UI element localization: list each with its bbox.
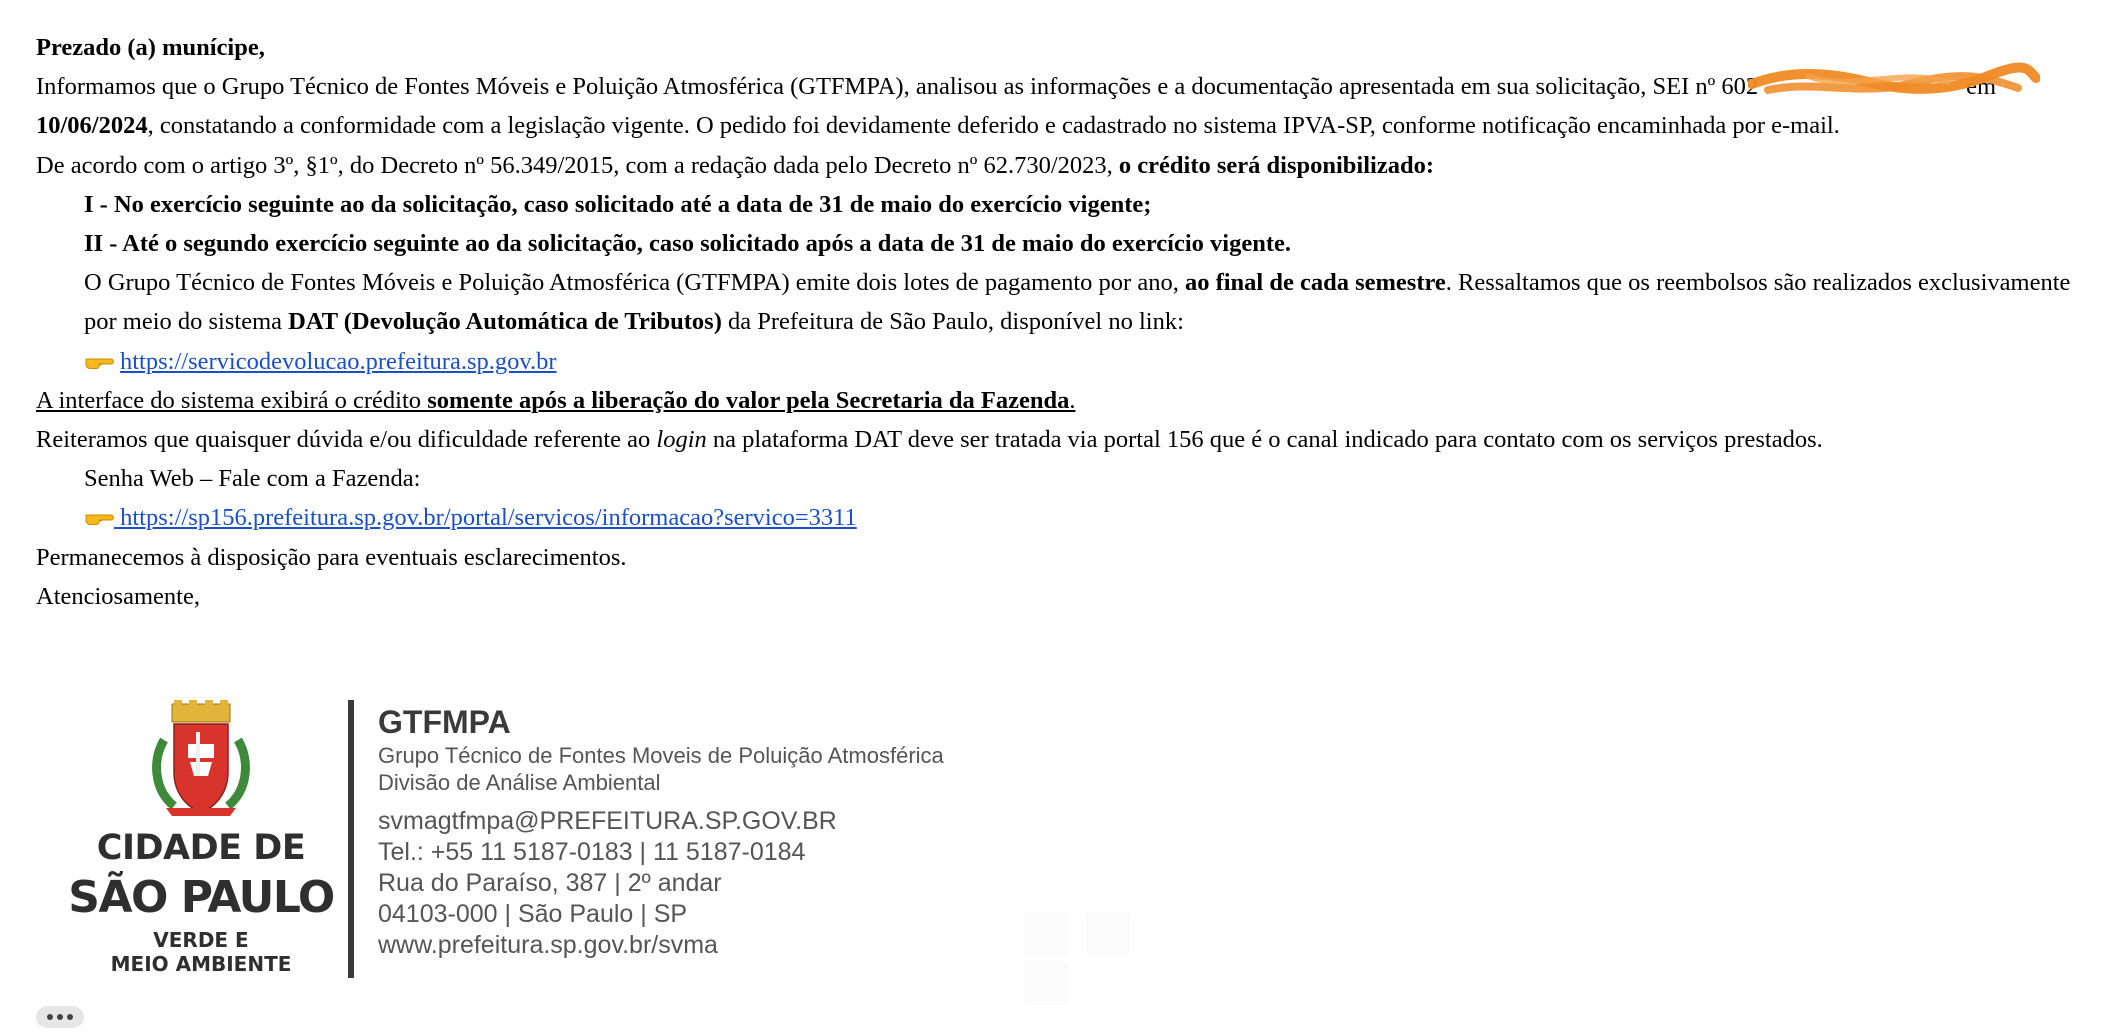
paragraph-decree: De acordo com o artigo 3º, §1º, do Decreto nº 56.349/2015, com a redação dada pelo Decreto nº 62.730/2023, o crédito será disponibilizado:: [36, 151, 1434, 179]
closing: Atenciosamente,: [36, 582, 200, 610]
signature-email: svmagtfmpa@PREFEITURA.SP.GOV.BR: [378, 807, 837, 835]
signature-phone: Tel.: +55 11 5187-0183 | 11 5187-0184: [378, 838, 806, 866]
paragraph-payment: O Grupo Técnico de Fontes Móveis e Poluição Atmosférica (GTFMPA) emite dois lotes de pagamento por ano, ao final de cada semestre. Ressaltamos que os reembolsos são realizados exclusivamente por meio do sistema DAT (Devolução Automática de Tributos) da Prefeitura de São Paulo, disponível no link:: [84, 269, 2071, 336]
greeting: Prezado (a) munícipe,: [36, 34, 265, 61]
interface-note: A interface do sistema exibirá o crédito somente após a liberação do valor pela Secretaria da Fazenda.: [36, 386, 1076, 414]
signature-city: 04103-000 | São Paulo | SP: [378, 900, 688, 928]
link-row-156: [36, 498, 2106, 537]
item-two: II - Até o segundo exercício seguinte ao da solicitação, caso solicitado após a data de 31 de maio do exercício vigente.: [84, 230, 1291, 258]
redaction-scribble: [1748, 62, 2040, 102]
pointing-hand-icon: [84, 350, 114, 372]
logo-line-department: VERDE E MEIO AMBIENTE: [110, 928, 292, 976]
faint-icon: [1086, 912, 1130, 956]
link-row-dat: [36, 342, 2106, 381]
signature-division: Divisão de Análise Ambiental: [378, 770, 661, 795]
signature-info: [378, 704, 944, 961]
paragraph-senha-web: Senha Web – Fale com a Fazenda:: [84, 465, 421, 493]
faint-social-icons: [1024, 912, 1204, 962]
city-logo: [56, 700, 346, 980]
email-body: [36, 28, 2106, 616]
paragraph-interface: [36, 381, 2106, 420]
signature-subtitle: Grupo Técnico de Fontes Moveis de Poluição Atmosférica: [378, 743, 944, 768]
pointing-hand-icon: [84, 506, 114, 528]
paragraph-support: Reiteramos que quaisquer dúvida e/ou dificuldade referente ao login na plataforma DAT deve ser tratada via portal 156 que é o canal indicado para contato com os serviços prestados.: [36, 426, 1823, 454]
paragraph-analysis: Informamos que o Grupo Técnico de Fontes Móveis e Poluição Atmosférica (GTFMPA), analisou as informações e a documentação apresentada em sua solicitação, SEI nº 602 em: [36, 73, 1997, 101]
signature-website: www.prefeitura.sp.gov.br/svma: [378, 931, 718, 959]
faint-icon: [1024, 961, 1068, 1005]
email-signature: [56, 700, 1056, 980]
paragraph-date: 10/06/2024, constatando a conformidade com a legislação vigente. O pedido foi devidamente deferido e cadastrado no sistema IPVA-SP, conforme notificação encaminhada por e-mail.: [36, 112, 1840, 140]
logo-line-sao-paulo: SÃO PAULO: [68, 872, 334, 923]
portal-156-link[interactable]: https://sp156.prefeitura.sp.gov.br/portal/servicos/informacao?servico=3311: [114, 504, 857, 532]
dat-link[interactable]: https://servicodevolucao.prefeitura.sp.gov.br: [120, 347, 557, 375]
signature-address: Rua do Paraíso, 387 | 2º andar: [378, 869, 722, 897]
coat-of-arms-icon: [56, 700, 346, 824]
item-one: I - No exercício seguinte ao da solicitação, caso solicitado até a data de 31 de maio do exercício vigente;: [84, 190, 1152, 218]
signature-divider: [348, 700, 354, 978]
faint-icon: [1024, 912, 1068, 956]
paragraph-availability: Permanecemos à disposição para eventuais esclarecimentos.: [36, 543, 627, 571]
signature-title: GTFMPA: [378, 704, 511, 740]
logo-line-city: CIDADE DE: [96, 828, 306, 868]
more-options-icon[interactable]: [36, 1006, 84, 1028]
